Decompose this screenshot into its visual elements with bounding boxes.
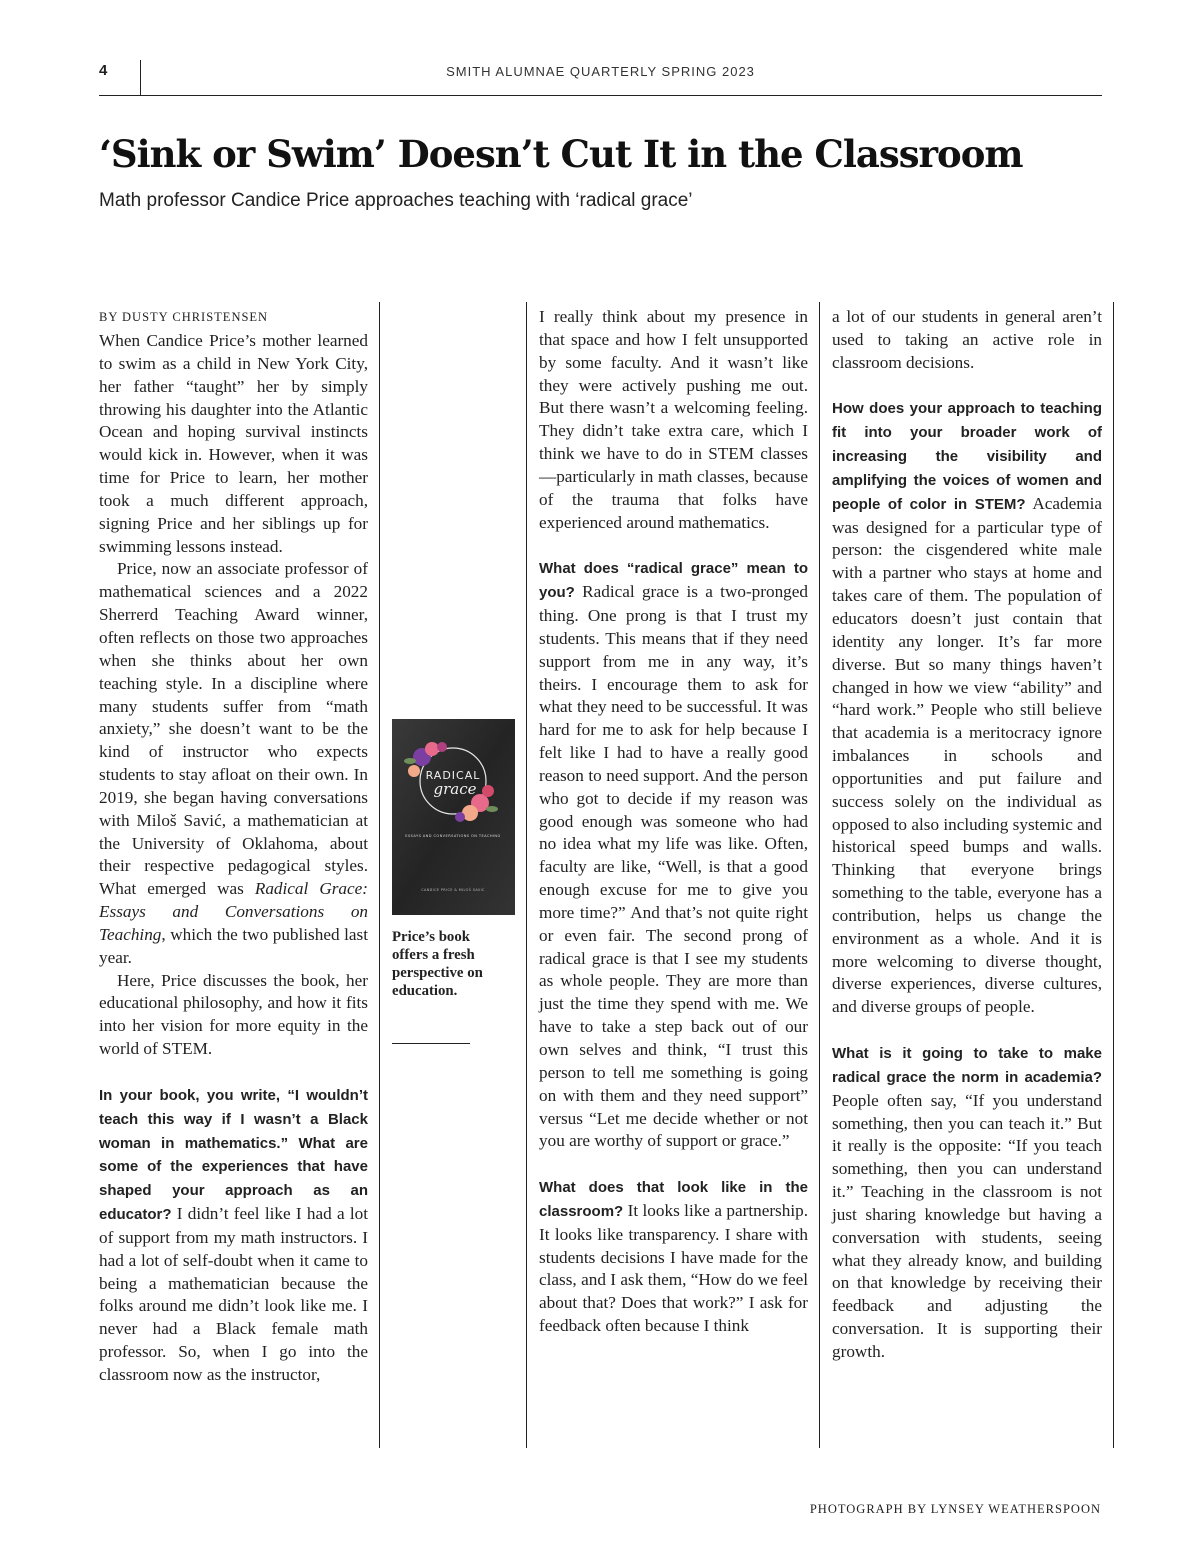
page-number: 4 [99, 62, 108, 79]
answer: People often say, “If you understand something, then you can teach it.” But it really is the opposite: “If you teach something, then you can understand it.” Teaching in the classroom is not just sharing knowledge but having a conversation with students, seeing what they already know, and building on that knowledge by receiving their feedback and adjusting the conversation. It is supporting their growth. [832, 1090, 1102, 1361]
caption-rule [392, 1043, 470, 1044]
paragraph-text: When Candice Price’s mother learned to swim as a child in New York City, her father “taught” her by simply throwing his daughter into the Atlantic Ocean and hoping survival instincts would kick in. However, when it was time for Price to learn, her mother took a much different approach, signing Price and her siblings up for swimming lessons instead. [99, 331, 368, 556]
book-cover-authors: CANDICE PRICE & MILOŠ SAVIĆ [421, 888, 485, 892]
question: How does your approach to teaching fit into your broader work of increasing the visibility and amplifying the voices of women and people of color in STEM? [832, 400, 1102, 513]
paragraph-text: Here, Price discusses the book, her educational philosophy, and how it fits into her vision for more equity in the world of STEM. [99, 970, 368, 1059]
question: What does that look like in the classroom? [539, 1179, 808, 1220]
answer: I didn’t feel like I had a lot of support from my math instructors. I had a lot of self-doubt when it came to being a mathematician because the folks around me didn’t look like me. I never had a Black female math professor. So, when I go into the classroom now as the instructor, [99, 1204, 368, 1384]
question: What is it going to take to make radical grace the norm in academia? [832, 1045, 1102, 1086]
book-cover-graphic [392, 719, 515, 915]
qa-block [832, 397, 1102, 1019]
qa-block [539, 1176, 808, 1338]
qa-block [832, 1042, 1102, 1364]
answer: Academia was designed for a particular type of person: the cisgendered white male with a partner who stays at home and takes care of them. The population of educators doesn’t just contain that identity any longer. It’s far more diverse. But so many things haven’t changed in how we view “ability” and “hard work.” People who still believe that academia is a meritocracy ignore imbalances in schools and opportunities and put failure and success solely on the individual as opposed to also including systemic and historical speed bumps and walls. Thinking that everyone brings something to the table, everyone has a contribution, helps us change the environment as a whole. And it is more welcoming to diverse thought, diverse experiences, diverse cultures, and diverse groups of people. [832, 493, 1103, 1017]
book-cover-subtitle: ESSAYS AND CONVERSATIONS ON TEACHING [405, 834, 501, 838]
qa-block [539, 557, 808, 1153]
text-column-3 [539, 306, 808, 1338]
book-title: Radical Grace: Essays and Conversations on Teaching [99, 879, 368, 944]
article-subtitle: Math professor Candice Price approaches teaching with ‘radical grace’ [99, 190, 693, 211]
running-title: SMITH ALUMNAE QUARTERLY SPRING 2023 [446, 64, 755, 79]
paragraph [99, 330, 368, 558]
paragraph [539, 306, 808, 534]
book-cover-script: grace [433, 780, 477, 798]
image-caption: Price’s book offers a fresh perspective on education. [392, 929, 483, 999]
column-rule [526, 302, 527, 1448]
text-column-4 [832, 306, 1102, 1364]
article-title: ‘Sink or Swim’ Doesn’t Cut It in the Classroom [99, 132, 1023, 176]
column-rule [819, 302, 820, 1448]
photo-credit: PHOTOGRAPH BY LYNSEY WEATHERSPOON [809, 1502, 1101, 1516]
answer: Radical grace is a two-pronged thing. One prong is that I trust my students. This means that if they need support from me in any way, it’s theirs. I encourage them to ask for what they need to be successful. It was hard for me to ask for help because I felt like I had to have a really good reason to need support. And the person who got to decide if my reason was good enough was someone who had no idea what my life was like. Often, faculty are like, “Well, is that a good enough excuse for me to give you more time?” And that’s not quite right or even fair. The second prong of radical grace is that I see my students as whole people. They are more than just the time they spend with me. We have to take a step back out of our own selves and think, “I trust this person to tell me something is going on with them and they need support” versus “Let me decide whether or not you are worthy of support or grace.” [539, 582, 808, 1151]
book-cover-title: RADICAL [425, 769, 481, 782]
column-rule [1113, 302, 1114, 1448]
paragraph [99, 558, 368, 969]
paragraph [832, 306, 1102, 375]
text-column-1 [99, 306, 368, 1387]
column-rule [379, 302, 380, 1448]
answer: a lot of our students in general aren’t used to taking an active role in classroom decisions. [832, 307, 1102, 372]
question: What does “radical grace” mean to you? [539, 560, 808, 602]
page-header [99, 60, 1102, 96]
byline: BY DUSTY CHRISTENSEN [99, 310, 269, 324]
book-cover-image [392, 719, 515, 915]
paragraph-text: , which the two published last year. [99, 924, 368, 967]
question: In your book, you write, “I wouldn’t teach this way if I wasn’t a Black woman in mathematics.” What are some of the experiences that have shaped your approach as an educator? [99, 1086, 368, 1224]
answer: It looks like a partnership. It looks like transparency. I share with students decisions I have made for the class, and I ask them, “How do we feel about that? Does that work?” I ask for feedback often because I think [539, 1200, 808, 1336]
answer: I really think about my presence in that space and how I felt unsupported by some faculty. And it wasn’t like they were actively pushing me out. But there wasn’t a welcoming feeling. They didn’t take extra care, which I think we have to do in STEM classes—particularly in math classes, because of the trauma that folks have experienced around mathematics. [539, 307, 808, 532]
paragraph [99, 970, 368, 1061]
paragraph-text: Price, now an associate professor of mathematical sciences and a 2022 Sherrerd Teaching Award winner, often reflects on those two approaches when she thinks about her own teaching style. In a discipline where many students suffer from “math anxiety,” she doesn’t want to be the kind of instructor who expects students to stay afloat on their own. In 2019, she began having conversations with Miloš Savić, a mathematician at the University of Oklahoma, about their respective pedagogical styles. What emerged was [99, 559, 368, 899]
qa-block [99, 1084, 368, 1387]
